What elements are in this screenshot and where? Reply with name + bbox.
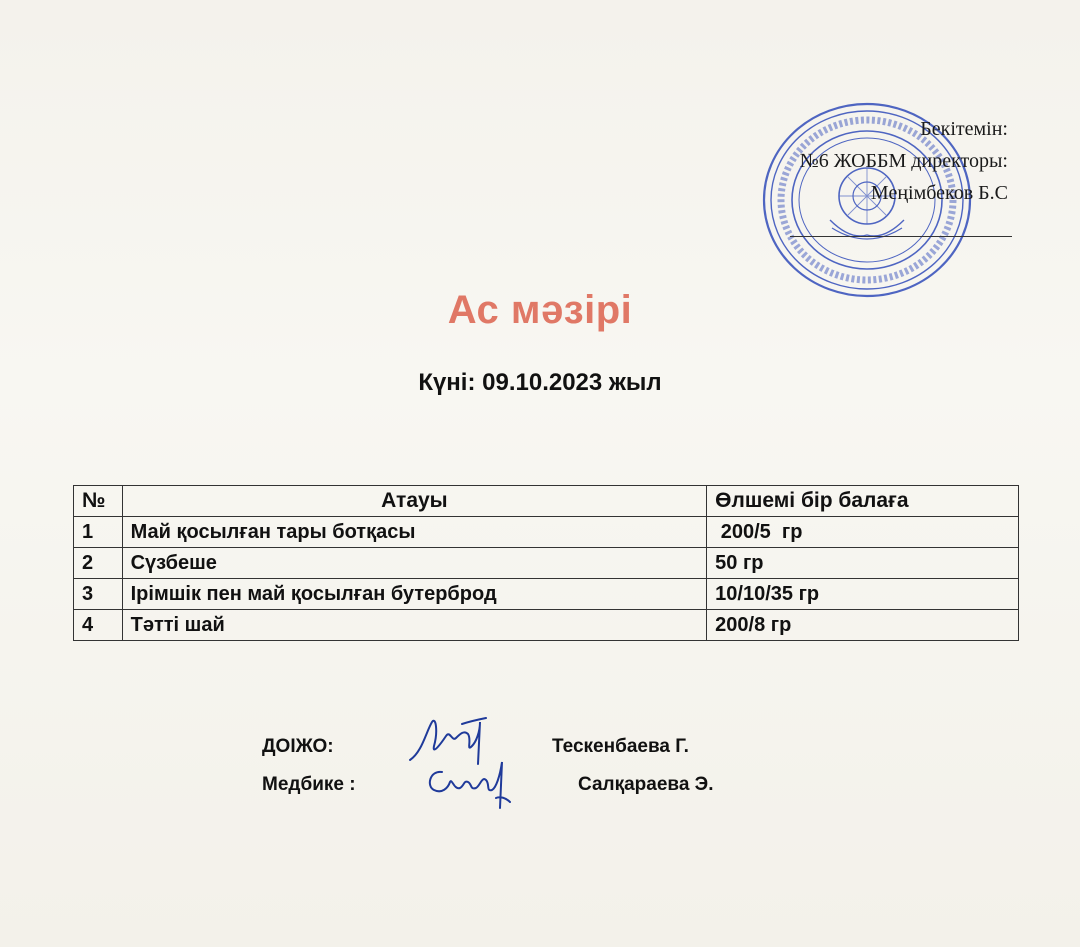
document-title: Ас мәзірі xyxy=(447,288,633,332)
document-date: Күні: 09.10.2023 жыл xyxy=(418,369,662,396)
approval-signature-line xyxy=(790,236,1012,237)
row-dish-name: Тәтті шай xyxy=(122,610,707,641)
deputy-name: Тескенбаева Г. xyxy=(552,736,689,757)
row-dish-name: Май қосылған тары ботқасы xyxy=(122,517,707,548)
handwritten-signature-icon xyxy=(420,752,530,814)
approval-director-name: Меңімбеков Б.С xyxy=(870,182,1008,204)
nurse-name: Салқараева Э. xyxy=(578,774,714,795)
row-portion: 10/10/35 гр xyxy=(707,579,1019,610)
table-row xyxy=(74,610,1019,641)
row-portion: 200/5 гр xyxy=(707,517,1019,548)
nurse-label: Медбике : xyxy=(262,774,356,795)
deputy-label: ДОІЖО: xyxy=(262,736,334,757)
table-row xyxy=(74,517,1019,548)
row-number: 2 xyxy=(74,548,123,579)
approval-heading: Бекітемін: xyxy=(920,118,1008,140)
table-header-row xyxy=(74,486,1019,517)
row-portion: 200/8 гр xyxy=(707,610,1019,641)
header-portion: Өлшемі бір балаға xyxy=(707,486,1019,517)
row-dish-name: Сүзбеше xyxy=(122,548,707,579)
row-portion: 50 гр xyxy=(707,548,1019,579)
approval-block xyxy=(800,113,1008,209)
header-number: № xyxy=(74,486,123,517)
approval-position: №6 ЖОББМ директоры: xyxy=(799,150,1008,172)
row-number: 4 xyxy=(74,610,123,641)
table-row xyxy=(74,548,1019,579)
header-name: Атауы xyxy=(122,486,707,517)
menu-table xyxy=(73,485,1019,641)
row-dish-name: Ірімшік пен май қосылған бутерброд xyxy=(122,579,707,610)
row-number: 3 xyxy=(74,579,123,610)
table-row xyxy=(74,579,1019,610)
row-number: 1 xyxy=(74,517,123,548)
